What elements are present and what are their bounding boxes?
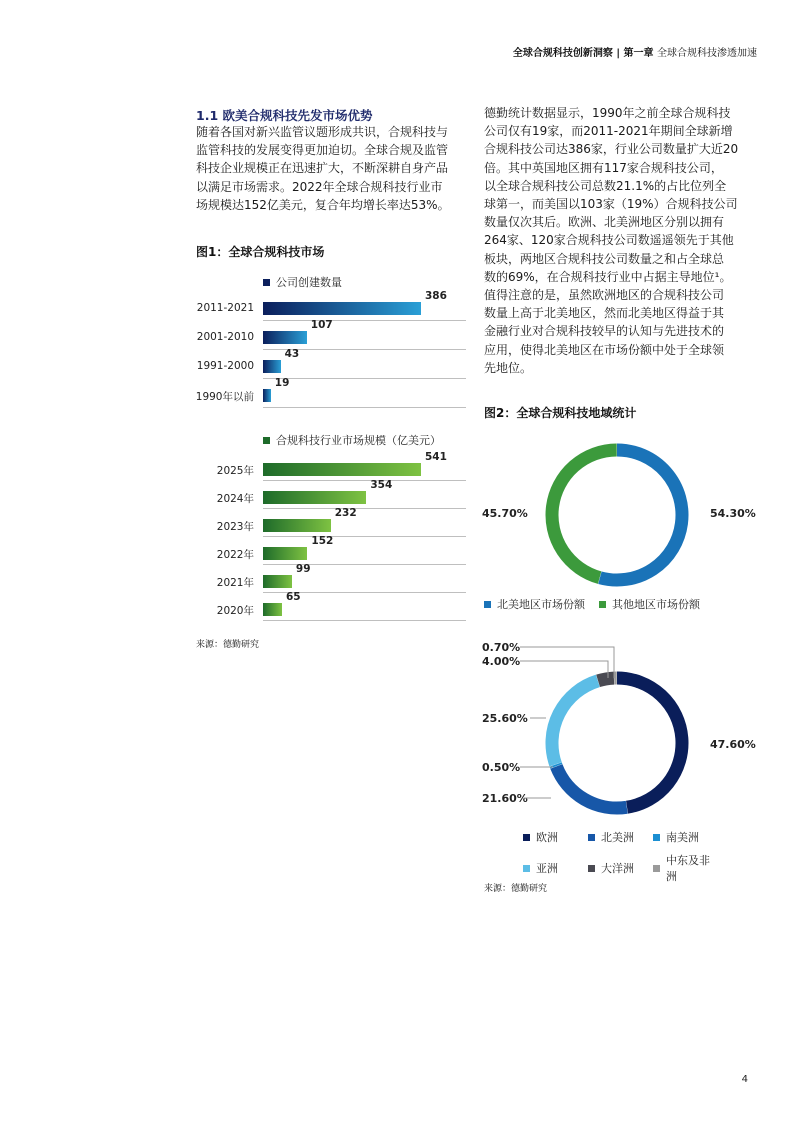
- donut2-legend: [523, 829, 763, 884]
- chapter-label: 第一章: [623, 48, 654, 59]
- running-header: [0, 44, 757, 59]
- bar: [263, 463, 421, 476]
- bar-chart-company-count: [196, 292, 466, 408]
- legend-swatch: [263, 279, 270, 286]
- bar-category-label: 2021年: [216, 577, 254, 589]
- paragraph-line: 场规模达152亿美元，复合年均增长率达53%。: [196, 197, 450, 212]
- legend-item: [588, 829, 653, 845]
- bar-category-label: 2022年: [216, 549, 254, 561]
- legend-label: 中东及非洲: [666, 854, 710, 883]
- bar: [263, 360, 281, 373]
- bar-value-label: 541: [425, 451, 447, 463]
- legend-item: [653, 829, 718, 845]
- slice-value-label: 0.70%: [482, 641, 521, 654]
- bar-category-label: 1991-2000: [196, 360, 254, 372]
- legend-label: 欧洲: [536, 831, 558, 844]
- paragraph-line: 倍。其中英国地区拥有117家合规科技公司，: [484, 160, 723, 175]
- bar: [263, 575, 292, 588]
- paragraph-line: 以全球合规科技公司总数21.1%的占比位列全: [484, 178, 727, 193]
- bar: [263, 302, 421, 315]
- bar-value-label: 65: [285, 591, 301, 603]
- legend-swatch: [588, 865, 595, 872]
- bar-category-label: 2011-2021: [196, 302, 254, 314]
- bar: [263, 331, 307, 344]
- paragraph-line: 应用，使得北美地区在市场份额中处于全球领: [484, 342, 725, 357]
- paragraph-line: 科技企业规模正在迅速扩大，不断深耕自身产品: [196, 161, 449, 176]
- bar-category-label: 2024年: [216, 493, 254, 505]
- legend-swatch: [588, 834, 595, 841]
- paragraph-line: 随着各国对新兴监管议题形成共识，合规科技与: [196, 125, 449, 139]
- bar-row: [196, 453, 466, 481]
- bar-value-label: 99: [295, 563, 311, 575]
- stats-paragraph: [484, 104, 774, 377]
- bar-row: [196, 537, 466, 565]
- intro-paragraph: [196, 123, 476, 214]
- bar-value-label: 107: [310, 319, 333, 331]
- bar-value-label: 354: [370, 479, 393, 491]
- bar-row: [196, 593, 466, 621]
- bar-row: [196, 379, 466, 408]
- legend-swatch: [523, 865, 530, 872]
- legend-label: 亚洲: [536, 862, 558, 875]
- bar-category-label: 2023年: [216, 521, 254, 533]
- paragraph-line: 264家、120家合规科技公司数遥遥领先于其他: [484, 233, 734, 248]
- page-number: 4: [741, 1074, 748, 1085]
- section-heading: 1.1 欧美合规科技先发市场优势: [196, 108, 373, 123]
- bar-chart-market-size: [196, 453, 466, 621]
- bar-row: [196, 509, 466, 537]
- paragraph-line: 德勤统计数据显示，1990年之前全球合规科技: [484, 106, 731, 120]
- legend-label: 公司创建数量: [276, 276, 342, 289]
- figure1-title: 图1：全球合规科技市场: [196, 245, 325, 259]
- paragraph-line: 球第一，而美国以103家（19%）合规科技公司: [484, 197, 738, 212]
- paragraph-line: 以满足市场需求。2022年全球合规科技行业市: [196, 179, 443, 194]
- report-title: 全球合规科技创新洞察: [512, 48, 613, 59]
- bar-row: [196, 292, 466, 321]
- paragraph-line: 数量仅次其后。欧洲、北美洲地区分别以拥有: [484, 215, 725, 230]
- bar-value-label: 43: [284, 348, 300, 360]
- donut-slice: [552, 450, 617, 578]
- bar-category-label: 2001-2010: [196, 331, 254, 343]
- bar: [263, 547, 307, 560]
- paragraph-line: 值得注意的是，虽然欧洲地区的合规科技公司: [484, 288, 725, 303]
- row-divider: [263, 407, 466, 408]
- paragraph-line: 合规科技公司达386家，行业公司数量扩大近20: [484, 142, 739, 157]
- legend-label: 合规科技行业市场规模（亿美元）: [276, 434, 441, 447]
- legend-item: [523, 852, 588, 884]
- bar-value-label: 19: [274, 377, 290, 389]
- bar-value-label: 152: [311, 535, 334, 547]
- legend-item: [588, 852, 653, 884]
- bar: [263, 519, 331, 532]
- chart2-legend: [263, 432, 441, 448]
- paragraph-line: 金融行业对合规科技较早的认知与先进技术的: [484, 324, 725, 339]
- slice-value-label: 45.70%: [482, 507, 528, 520]
- slice-value-label: 54.30%: [710, 507, 756, 520]
- legend-item: [653, 852, 718, 884]
- figure1-source: 来源：德勤研究: [196, 640, 260, 650]
- paragraph-line: 数的69%，在合规科技行业中占据主导地位¹。: [484, 269, 732, 284]
- bar-row: [196, 481, 466, 509]
- donut-chart-market-share: [480, 440, 760, 590]
- legend-label: 大洋洲: [601, 862, 634, 875]
- paragraph-line: 监管科技的发展变得更加迫切。全球合规及监管: [196, 143, 449, 158]
- row-divider: [263, 620, 466, 621]
- bar-row: [196, 565, 466, 593]
- bar-value-label: 386: [425, 290, 447, 302]
- slice-value-label: 4.00%: [482, 655, 521, 668]
- bar-category-label: 2020年: [216, 605, 254, 617]
- bar-value-label: 232: [334, 507, 357, 519]
- chapter-title: 全球合规科技渗透加速: [657, 48, 757, 59]
- legend-item: [599, 596, 700, 612]
- bar: [263, 603, 282, 616]
- donut-chart-region-distribution: [480, 636, 770, 826]
- donut-slice: [598, 678, 614, 681]
- figure2-source: 来源：德勤研究: [484, 884, 548, 894]
- bar: [263, 491, 366, 504]
- donut-slice: [617, 678, 682, 807]
- paragraph-line: 数量上高于北美地区，然而北美地区得益于其: [484, 306, 725, 321]
- bar-row: [196, 321, 466, 350]
- chart1-legend: [263, 274, 342, 290]
- legend-swatch: [599, 601, 606, 608]
- legend-item: [523, 829, 588, 845]
- legend-label: 南美洲: [666, 831, 699, 844]
- bar-category-label: 1990年以前: [195, 391, 254, 403]
- donut-slice: [552, 681, 598, 764]
- legend-label: 北美洲: [601, 831, 634, 844]
- bar-row: [196, 350, 466, 379]
- legend-swatch: [653, 865, 660, 872]
- donut-slice: [556, 766, 626, 808]
- leader-line: [520, 647, 614, 678]
- legend-swatch: [263, 437, 270, 444]
- slice-value-label: 25.60%: [482, 712, 528, 725]
- paragraph-line: 先地位。: [484, 360, 533, 375]
- donut-slice: [600, 450, 682, 580]
- bar-category-label: 2025年: [216, 465, 254, 477]
- bar: [263, 389, 271, 402]
- legend-label: 北美地区市场份额: [497, 598, 585, 611]
- slice-value-label: 47.60%: [710, 738, 756, 751]
- header-separator: |: [616, 48, 621, 59]
- legend-swatch: [484, 601, 491, 608]
- donut-slice: [556, 764, 557, 766]
- legend-swatch: [653, 834, 660, 841]
- donut1-legend: [484, 596, 774, 612]
- paragraph-line: 板块，两地区合规科技公司数量之和占全球总: [484, 251, 725, 266]
- paragraph-line: 公司仅有19家，而2011-2021年期间全球新增: [484, 124, 733, 139]
- legend-label: 其他地区市场份额: [612, 598, 700, 611]
- slice-value-label: 0.50%: [482, 761, 521, 774]
- legend-swatch: [523, 834, 530, 841]
- figure2-title: 图2：全球合规科技地域统计: [484, 406, 637, 420]
- legend-item: [484, 596, 585, 612]
- slice-value-label: 21.60%: [482, 792, 528, 805]
